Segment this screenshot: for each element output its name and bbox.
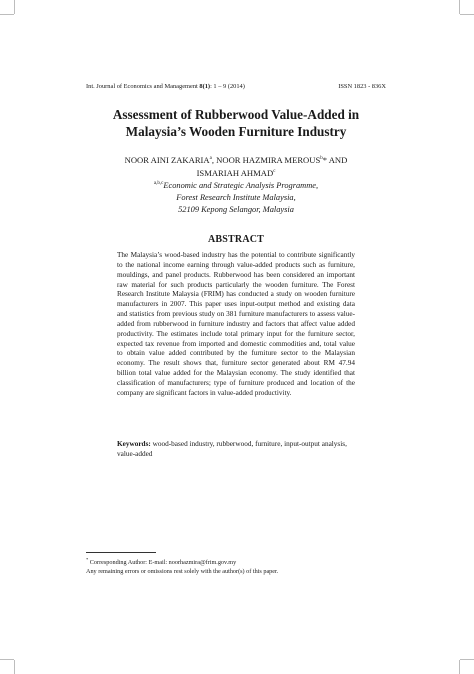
- author-separator: * AND: [322, 154, 348, 165]
- issn: ISSN 1823 - 836X: [338, 83, 386, 90]
- footnotes: [86, 555, 396, 576]
- affiliation-line: 52109 Kepong Selangor, Malaysia: [178, 204, 294, 214]
- title-line: Malaysia’s Wooden Furniture Industry: [125, 124, 347, 139]
- crop-mark: [459, 660, 460, 674]
- crop-mark: [0, 659, 14, 660]
- author-name: , NOOR HAZMIRA MEROUS: [211, 154, 321, 165]
- footnote-corresponding-author: [86, 555, 396, 567]
- affiliation-marker: a,b,c: [153, 181, 164, 186]
- author-affil-marker: b: [320, 156, 323, 161]
- footnote-divider: [86, 552, 156, 553]
- author-name: ISMARIAH AHMAD: [196, 168, 274, 179]
- keywords-text: wood-based industry, rubberwood, furniture, input-output analysis, value-added: [117, 440, 347, 458]
- crop-mark: [460, 659, 474, 660]
- footnote-disclaimer: Any remaining errors or omissions rest solely with the author(s) of this paper.: [86, 568, 279, 576]
- crop-mark: [0, 14, 14, 15]
- paper-title: [86, 106, 386, 140]
- keywords-label: Keywords:: [117, 440, 151, 448]
- journal-citation: [86, 83, 245, 90]
- journal-volume: 8(1): [199, 83, 211, 90]
- affiliation-line: Economic and Strategic Analysis Programme,: [163, 180, 319, 190]
- running-header: [86, 83, 386, 95]
- author-affil-marker: a: [209, 156, 212, 161]
- crop-mark: [14, 0, 15, 14]
- abstract-body: The Malaysia’s wood-based industry has the potential to contribute significantly to the national income earning through value-added products such as furniture, mouldings, and panel products. Rubberwood has been considered an important raw material for such products particularly the wooden furniture. The Forest Research Institute Malaysia (FRIM) has conducted a study on wooden furniture manufacturers in 2007. This paper uses input-output method and existing data and statistics from previous study on 381 furniture manufacturers to assess value-added from rubberwood in furniture industry and factors that affect value added productivity. The estimates include total primary input for the furniture sector, expected tax revenue from imported and domestic commodities and, total value to obtain value added contributed by the furniture sector to the Malaysian economy. The result shows that, furniture sector generated about RM 47.94 billion total value added for the Malaysian economy. The study identified that classification of manufacturers; type of furniture produced and location of the company are significant factors in value-added productivity.: [117, 251, 355, 397]
- keywords: [117, 440, 355, 460]
- author-affil-marker: c: [273, 169, 276, 175]
- crop-mark: [460, 14, 474, 15]
- crop-mark: [459, 0, 460, 14]
- footnote-text: Corresponding Author: E-mail: noorhazmira@frim.gov.my: [88, 559, 237, 567]
- journal-name: Int. Journal of Economics and Management: [86, 83, 200, 90]
- title-line: Assessment of Rubberwood Value-Added in: [112, 107, 360, 122]
- journal-pages: : 1 – 9 (2014): [210, 83, 245, 90]
- author-list: [86, 153, 386, 180]
- abstract-heading: ABSTRACT: [207, 234, 265, 245]
- crop-mark: [14, 660, 15, 674]
- affiliation-line: Forest Research Institute Malaysia,: [176, 192, 296, 202]
- affiliation: [86, 178, 386, 216]
- author-name: NOOR AINI ZAKARIA: [124, 154, 210, 165]
- footnote-marker: *: [86, 557, 89, 562]
